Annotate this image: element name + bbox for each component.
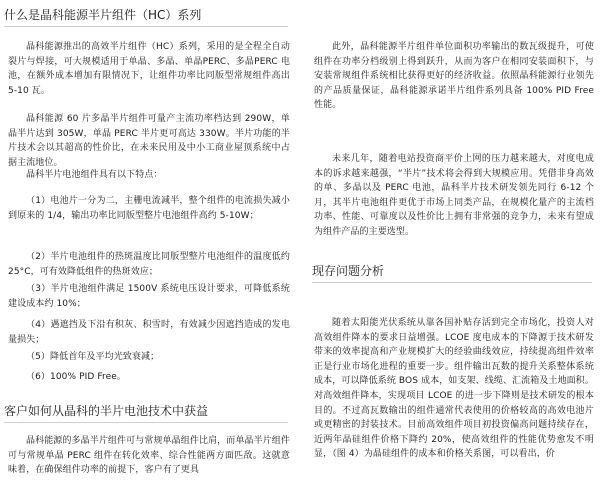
section-heading-customer-benefits: 客户如何从晶科的半片电池技术中获益 bbox=[4, 402, 288, 423]
feature-item-3: （3）半片电池组件满足 1500V 系统电压设计要求，可降低系统建设成本约 10%； bbox=[8, 284, 290, 309]
paragraph-power-upgrade: 此外，晶科能源半片组件单位面积功率输出的数瓦级提升，可使组件在功率分档级别上得到跃升，从而为客户在相同安装面积下，与安装常规组件系统相比获得更好的经济收益。依照晶科能源行业领先的产品质量保证，晶科能源承诺半片组件系列具备 100% PID Free 性能。 bbox=[314, 42, 594, 111]
paragraph-power-levels: 晶科能源 60 片多晶半片组件可量产主流功率档达到 290W，单晶半片达到 305W，单晶 PERC 半片更可高达 330W。半片功能的半片技术会以其超高的性价比，在未来民用及中小工商业屋顶系统中占据主流地位。 bbox=[8, 114, 290, 168]
paragraph-customer-benefits: 晶科能源的多晶半片组件可与常规单晶组件比肩，而单晶半片组件可与常规单晶 PERC 组件在转化效率、综合性能两方面匹敌。这就意味着，在确保组件功率的前提下，客户有了更具 bbox=[8, 436, 290, 476]
paragraph-features-intro: 晶科半片电池组件具有以下特点： bbox=[26, 170, 163, 180]
feature-item-5: （5）降低首年及平均光致衰减； bbox=[26, 352, 160, 362]
feature-item-2: （2）半片电池组件的热斑温度比同版型整片电池组件的温度低约 25°C，可有效降低组件的热斑效应； bbox=[8, 252, 290, 277]
section-heading-what-is-hc: 什么是晶科能源半片组件（HC）系列 bbox=[4, 6, 288, 27]
section-heading-problem-analysis: 现存问题分析 bbox=[312, 262, 592, 283]
paragraph-future-outlook: 未来几年，随着电站投资商平价上网的压力越来越大，对度电成本的诉求越来越强，“半片”技术将会得到大规模应用。凭借非身高效的单、多晶以及 PERC 电池，晶科半片技术研发领先同行 6-12 个月，其半片电池组件更优于市场上同类产品，在规模化量产的主流档功率、性能、可靠度以及性价比上拥有非常强的竞争力，未来有望成为组件产品的主要选型。 bbox=[314, 154, 594, 237]
feature-item-1: （1）电池片一分为二，主栅电流减半，整个组件的电流损失减小到原来的 1/4，输出功率比同版型整片电池组件高约 5-10W； bbox=[8, 196, 290, 221]
feature-item-6: （6）100% PID Free。 bbox=[26, 372, 126, 382]
feature-item-4: （4）遇遮挡及下沿有积灰、积雪时，有效减少因遮挡造成的发电量损失； bbox=[8, 320, 290, 345]
paragraph-intro: 晶科能源推出的高效半片组件（HC）系列，采用的是全程全自动裂片与焊接，可大规模适用于单晶、多晶、单晶PERC、多晶PERC 电池，在额外成本增加有限情况下，让组件功率比同版型常规组件高出 5-10 瓦。 bbox=[8, 42, 290, 96]
paragraph-problem-analysis: 随着太阳能光伏系统从靠各国补贴存活到完全市场化，投资人对高效组件降本的要求日益增强。LCOE 度电成本的下降源于技术研发带来的效率提高和产业规模扩大的经验曲线效应，持续提高组件效率正是行业市场化进程的重要一步。组件输出瓦数的提升关系整体系统成本，可以降低系统 BOS 成本，如支架、线缆、汇流箱及土地面积。对高效组件降本，实现项目 LCOE 的进一步下降则是技术研发的根本目的。不过高瓦数输出的组件通常代表使用的价格较高的高效电池片或更精密的封装技术。目前高效组件项目初投资偏高问题持续存在，近两年晶硅组件价格下降约 20%，使高效组件的性能优势愈发不明显，（图 4）为晶硅组件的成本和价格关系图，可以看出，价 bbox=[314, 318, 594, 460]
